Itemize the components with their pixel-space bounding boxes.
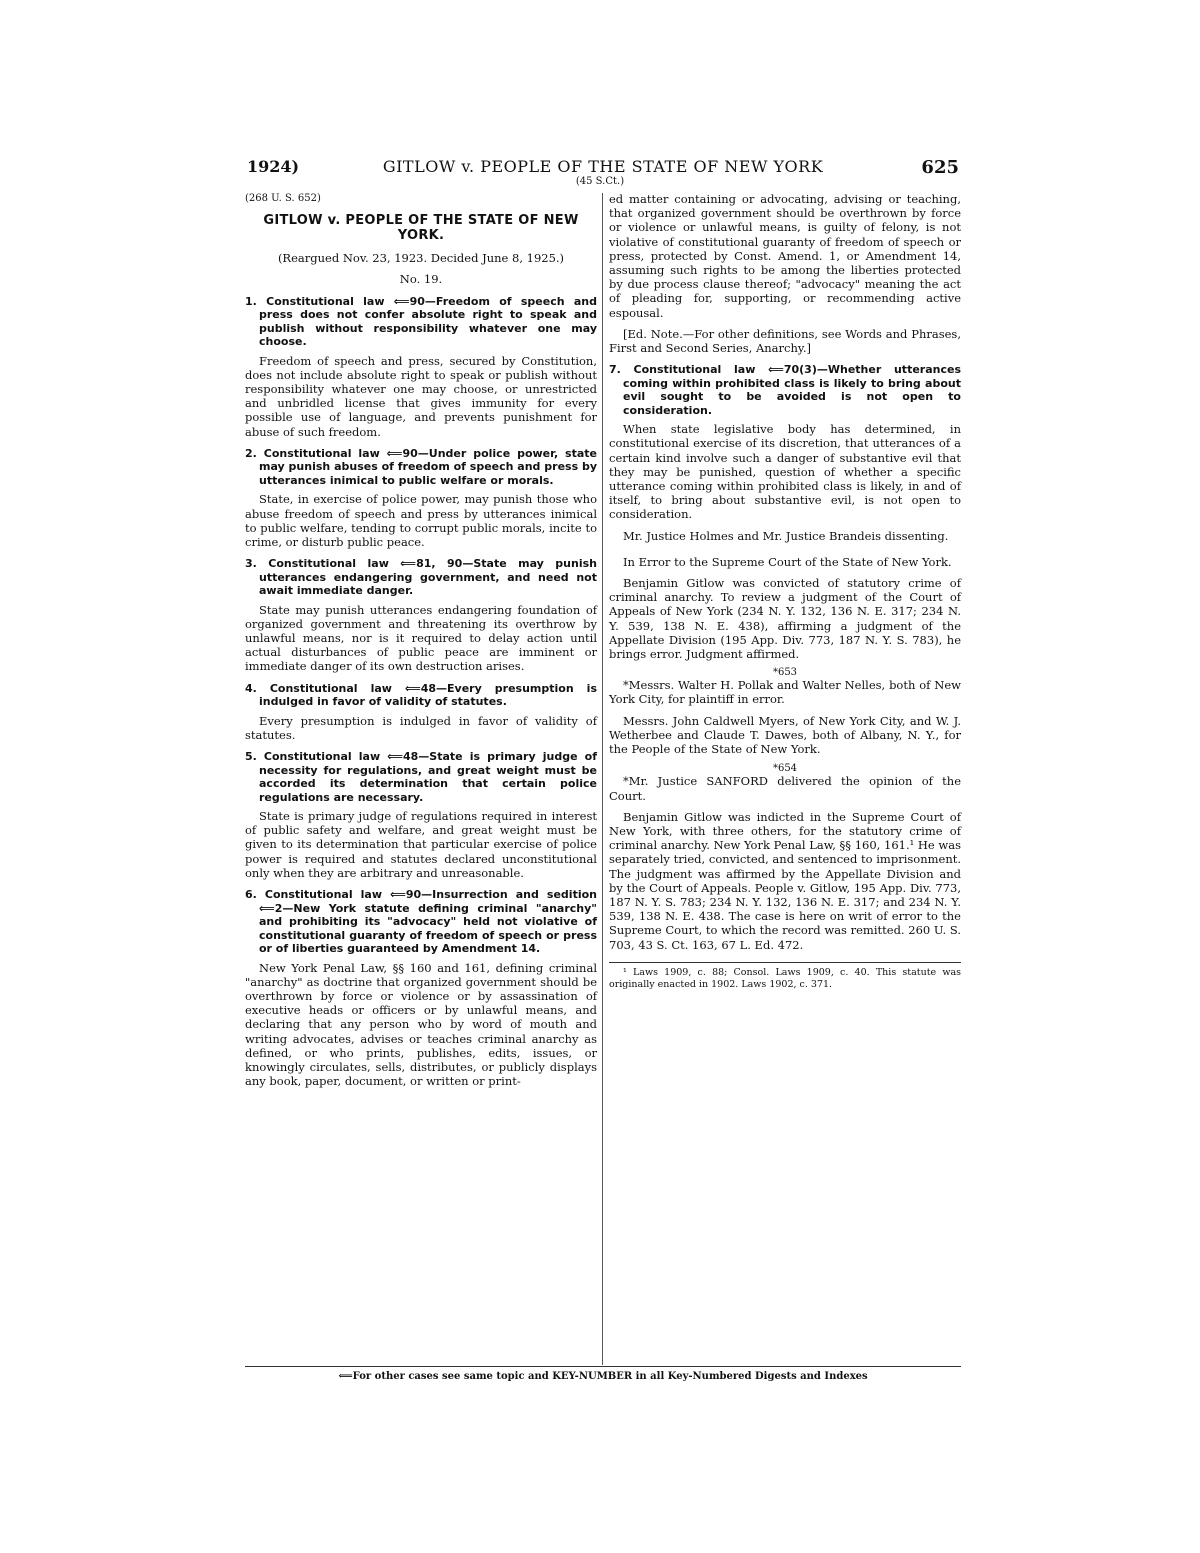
citation: (268 U. S. 652) xyxy=(245,193,321,204)
footnote-rule xyxy=(609,962,961,963)
right-column xyxy=(609,192,961,998)
running-head-title: GITLOW v. PEOPLE OF THE STATE OF NEW YORK xyxy=(382,157,824,176)
headnote-heading: 7. Constitutional law ⟸70(3)—Whether utterances coming within prohibited class is likely to bring about evil sought to be avoided is not open to consideration. xyxy=(609,363,961,417)
docket-number: No. 19. xyxy=(399,272,443,287)
running-head-year: 1924) xyxy=(247,157,300,176)
headnote-body: State, in exercise of police power, may punish those who abuse freedom of speech and press by utterances inimical to public welfare, tending to corrupt public morals, incite to crime, or disturb public peace. xyxy=(245,492,597,549)
headnote-heading: 4. Constitutional law ⟸48—Every presumption is indulged in favor of validity of statutes. xyxy=(245,681,597,709)
headnote-body: When state legislative body has determined, in constitutional exercise of its discretion, that utterances of a certain kind involve such a danger of substantive evil that they may be punished, question of whether a specific utterance coming within prohibited class is likely, in and of itself, to bring about substantive evil, is not open to consideration. xyxy=(609,422,961,522)
reporter-citation: (45 S.Ct.) xyxy=(575,176,625,187)
headnote-heading: 5. Constitutional law ⟸48—State is primary judge of necessity for regulations, and great weight must be accorded its determination that certain police regulations are necessary. xyxy=(245,750,597,804)
counsel-people: Messrs. John Caldwell Myers, of New York City, and W. J. Wetherbee and Claude T. Dawes, both of Albany, N. Y., for the People of the State of New York. xyxy=(609,713,961,757)
headnote-heading: 6. Constitutional law ⟸90—Insurrection and sedition ⟸2—New York statute defining criminal "anarchy" and prohibiting its "advocacy" held not violative of constitutional guaranty of freedom of speech or press or of liberties guaranteed by Amendment 14. xyxy=(245,888,597,956)
headnote-body: New York Penal Law, §§ 160 and 161, defining criminal "anarchy" as doctrine that organized government should be overthrown by force or violence or by assassination of executive heads or officers or by unlawful means, and declaring that any person who by word of mouth and writing advocates, advises or teaches criminal anarchy as defined, or who prints, publishes, edits, issues, or knowingly circulates, sells, distributes, or publicly displays any book, paper, document, or written or print- xyxy=(245,960,597,1089)
counsel-plaintiff: *Messrs. Walter H. Pollak and Walter Nelles, both of New York City, for plaintiff in error. xyxy=(609,678,961,707)
headnote-heading: 1. Constitutional law ⟸90—Freedom of speech and press does not confer absolute right to speak and publish without responsibility whatever one may choose. xyxy=(245,294,597,349)
headnote-heading: 3. Constitutional law ⟸81, 90—State may punish utterances endangering government, and need not await immediate danger. xyxy=(245,557,597,598)
dissent-note: Mr. Justice Holmes and Mr. Justice Brandeis dissenting. xyxy=(623,528,949,543)
page-number: 625 xyxy=(921,157,959,178)
headnote-body: State may punish utterances endangering foundation of organized government and threatening its overthrow by unlawful means, nor is it required to delay action until actual disturbances of public peace are imminent or immediate danger of its own destruction arises. xyxy=(245,602,597,674)
left-column xyxy=(245,192,597,1095)
headnote-body: Every presumption is indulged in favor of validity of statutes. xyxy=(245,713,597,742)
opinion-intro: *Mr. Justice SANFORD delivered the opinion of the Court. xyxy=(609,774,961,803)
in-error-note: In Error to the Supreme Court of the State of New York. xyxy=(623,554,952,569)
column-divider xyxy=(602,193,603,1365)
headnote-body: State is primary judge of regulations required in interest of public safety and welfare, and great weight must be given to its determination that particular exercise of police power is required and statutes declared unconstitutional only when they are arbitrary and unreasonable. xyxy=(245,809,597,880)
star-page-marker: *654 xyxy=(772,763,798,775)
argument-dates: (Reargued Nov. 23, 1923. Decided June 8, 1925.) xyxy=(277,251,565,266)
opinion-body: Benjamin Gitlow was indicted in the Supreme Court of New York, with three others, for the statutory crime of criminal anarchy. New York Penal Law, §§ 160, 161.¹ He was separately tried, convicted, and sentenced to imprisonment. The judgment was affirmed by the Appellate Division and by the Court of Appeals. People v. Gitlow, 195 App. Div. 773, 187 N. Y. S. 783; 234 N. Y. 132, 136 N. E. 317; and 234 N. Y. 539, 138 N. E. 438. The case is here on writ of error to the Supreme Court, to which the record was remitted. 260 U. S. 703, 43 S. Ct. 163, 67 L. Ed. 472. xyxy=(609,809,961,952)
headnote-continuation: ed matter containing or advocating, advising or teaching, that organized government should be overthrown by force or violence or unlawful means, is guilty of felony, is not violative of constitutional guaranty of freedom of speech or press, protected by Const. Amend. 1, or Amendment 14, assuming such rights to be among the liberties protected by due process clause thereof; "advocacy" meaning the act of pleading for, supporting, or recommending active espousal. xyxy=(609,192,961,320)
key-number-note: ⟸For other cases see same topic and KEY-NUMBER in all Key-Numbered Digests and Indexes xyxy=(338,1371,868,1382)
footnote: ¹ Laws 1909, c. 88; Consol. Laws 1909, c. 40. This statute was originally enacted in 1902. Laws 1902, c. 371. xyxy=(609,966,961,990)
headnote-heading: 2. Constitutional law ⟸90—Under police power, state may punish abuses of freedom of speech and press by utterances inimical to public welfare or morals. xyxy=(245,446,597,487)
bottom-rule xyxy=(245,1366,961,1367)
case-title: GITLOW v. PEOPLE OF THE STATE OF NEW YORK. xyxy=(263,213,579,244)
editor-note: [Ed. Note.—For other definitions, see Words and Phrases, First and Second Series, Anarchy.] xyxy=(609,326,961,356)
procedural-history: Benjamin Gitlow was convicted of statutory crime of criminal anarchy. To review a judgment of the Court of Appeals of New York (234 N. Y. 132, 136 N. E. 317; 234 N. Y. 539, 138 N. E. 438), affirming a judgment of the Appellate Division (195 App. Div. 773, 187 N. Y. S. 783), he brings error. Judgment affirmed. xyxy=(609,576,961,662)
headnote-body: Freedom of speech and press, secured by Constitution, does not include absolute right to speak or publish without responsibility whatever one may choose, or unrestricted and unbridled license that gives immunity for every possible use of language, and prevents punishment for abuse of such freedom. xyxy=(245,353,597,439)
star-page-marker: *653 xyxy=(772,667,798,679)
